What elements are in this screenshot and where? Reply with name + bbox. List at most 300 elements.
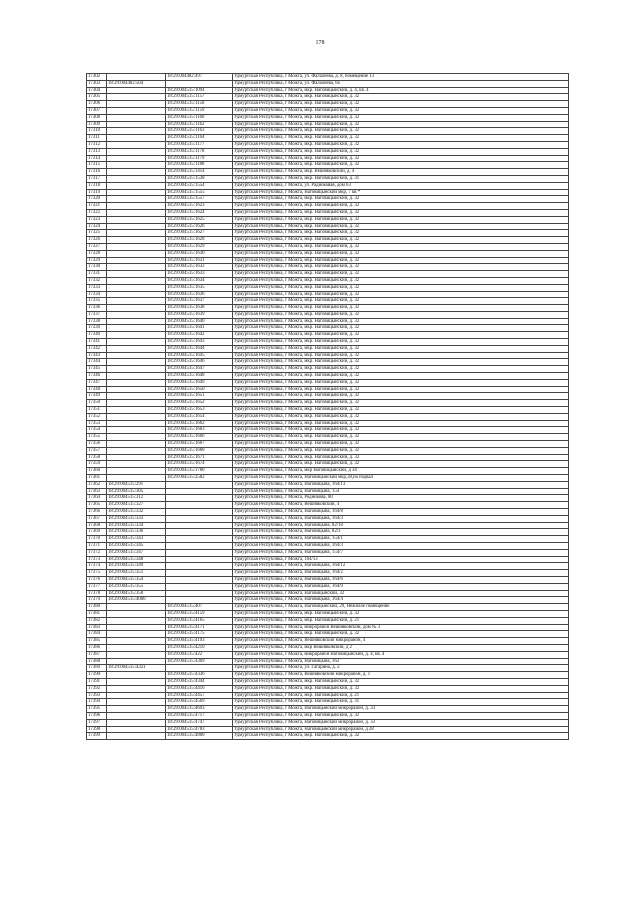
object-cadastral-number-cell: 18:29:004515:1641 [166, 325, 233, 332]
land-cadastral-number-cell [107, 271, 166, 278]
object-cadastral-number-cell: 18:29:004515:1650 [166, 386, 233, 393]
land-cadastral-number-cell [107, 345, 166, 352]
row-number-cell: 17335 [87, 298, 107, 305]
land-cadastral-number-cell [107, 672, 166, 679]
row-number-cell: 17328 [87, 250, 107, 257]
table-row [87, 624, 569, 631]
address-cell: Удмуртская Республика, г Можга, мкр. Наговицынский, д. 32 [233, 332, 569, 339]
object-cadastral-number-cell: 18:29:004515:1640 [166, 318, 233, 325]
land-cadastral-number-cell [107, 610, 166, 617]
table-row [87, 413, 569, 420]
address-cell: Удмуртская Республика, г Можга, мкр. Наговицынский, д. 32 [233, 359, 569, 366]
row-number-cell: 17390 [87, 672, 107, 679]
land-cadastral-number-cell [107, 373, 166, 380]
object-cadastral-number-cell [166, 481, 233, 488]
land-cadastral-number-cell [107, 692, 166, 699]
table-row [87, 481, 569, 488]
row-number-cell: 17389 [87, 665, 107, 672]
object-cadastral-number-cell: 18:29:004515:4457 [166, 692, 233, 699]
address-cell: Удмуртская Республика, г Можга, мкр. Наговицынский, д. 31 [233, 699, 569, 706]
object-cadastral-number-cell [166, 509, 233, 516]
row-number-cell: 17303 [87, 80, 107, 87]
row-number-cell: 17331 [87, 271, 107, 278]
address-cell: Удмуртская Республика, г Можга, Наговицына, 162 [233, 658, 569, 665]
table-row [87, 216, 569, 223]
land-cadastral-number-cell [107, 339, 166, 346]
land-cadastral-number-cell [107, 352, 166, 359]
land-cadastral-number-cell [107, 87, 166, 94]
object-cadastral-number-cell: 18:29:004515:1653 [166, 407, 233, 414]
table-row [87, 706, 569, 713]
land-cadastral-number-cell [107, 733, 166, 740]
object-cadastral-number-cell [166, 576, 233, 583]
object-cadastral-number-cell: 18:29:004515:1162 [166, 121, 233, 128]
address-cell: Удмуртская Республика, г Можга, Вешняковский микрорайон, д. 1 [233, 672, 569, 679]
address-cell: Удмуртская Республика, г Можга, мкр. Наговицынский, д. 32 [233, 209, 569, 216]
row-number-cell: 17394 [87, 699, 107, 706]
address-cell: Удмуртская Республика, г Можга, мкр. Наговицынский, д. 32 [233, 610, 569, 617]
object-cadastral-number-cell: 18:29:004515:4159 [166, 610, 233, 617]
table-row [87, 291, 569, 298]
land-cadastral-number-cell: 18:29:004515:349 [107, 563, 166, 570]
table-row [87, 699, 569, 706]
address-cell: Удмуртская Республика, г Можга, мкр. Наговицынский, д. 32 [233, 284, 569, 291]
table-row [87, 454, 569, 461]
row-number-cell: 17367 [87, 515, 107, 522]
land-cadastral-number-cell [107, 101, 166, 108]
land-cadastral-number-cell [107, 712, 166, 719]
table-row [87, 257, 569, 264]
land-cadastral-number-cell [107, 135, 166, 142]
object-cadastral-number-cell: 18:29:004515:4747 [166, 719, 233, 726]
table-row [87, 447, 569, 454]
land-cadastral-number-cell [107, 454, 166, 461]
object-cadastral-number-cell: 18:29:004515:1633 [166, 271, 233, 278]
address-cell: Удмуртская Республика, г Можга, мкр. Наговицынский, д. 32 [233, 230, 569, 237]
row-number-cell: 17377 [87, 583, 107, 590]
row-number-cell: 17382 [87, 617, 107, 624]
object-cadastral-number-cell: 18:29:004515:1780 [166, 468, 233, 475]
object-cadastral-number-cell: 18:29:004515:1159 [166, 107, 233, 114]
land-cadastral-number-cell: 18:29:004515:332 [107, 509, 166, 516]
address-cell: Удмуртская Республика, г Можга, ул. Радиоковая, дом 63 [233, 182, 569, 189]
table-row [87, 94, 569, 101]
row-number-cell: 17313 [87, 148, 107, 155]
table-row [87, 590, 569, 597]
row-number-cell: 17399 [87, 733, 107, 740]
address-cell: Удмуртская Республика, г Можга, Наговицына, 164/4 [233, 597, 569, 604]
address-cell: Удмуртская Республика, г Можга, мкр. Наговицынский, д. 21 [233, 617, 569, 624]
object-cadastral-number-cell: 18:29:004515:1554 [166, 182, 233, 189]
object-cadastral-number-cell: 18:29:004515:1649 [166, 379, 233, 386]
row-number-cell: 17318 [87, 182, 107, 189]
object-cadastral-number-cell [166, 583, 233, 590]
row-number-cell: 17310 [87, 128, 107, 135]
land-cadastral-number-cell: 18:29:004515:345 [107, 542, 166, 549]
row-number-cell: 17395 [87, 706, 107, 713]
object-cadastral-number-cell: 18:29:004515:1158 [166, 101, 233, 108]
object-cadastral-number-cell: 18:29:004515:1634 [166, 277, 233, 284]
address-cell: Удмуртская Республика, г Можга, мкр. Наговицынский, д. 32 [233, 94, 569, 101]
table-row [87, 243, 569, 250]
address-cell: Удмуртская Республика, г Можга, Наговицынский микрорайон, д. 33 [233, 719, 569, 726]
row-number-cell: 17363 [87, 488, 107, 495]
object-cadastral-number-cell [166, 549, 233, 556]
address-cell: Удмуртская Республика, г Можга, мкр. Наговицынский, д. 32 [233, 107, 569, 114]
address-cell: Удмуртская Республика, г Можга, ул. Гагарина, д. 2 [233, 665, 569, 672]
land-cadastral-number-cell [107, 257, 166, 264]
address-cell: Удмуртская Республика, г Можга, мкр Наговицынский, д 34 [233, 468, 569, 475]
object-cadastral-number-cell: 18:29:004515:2582 [166, 475, 233, 482]
row-number-cell: 17336 [87, 305, 107, 312]
row-number-cell: 17384 [87, 631, 107, 638]
address-cell: Удмуртская Республика, г Можга, Наговицынский мкр,38,на подвал [233, 475, 569, 482]
object-cadastral-number-cell [166, 590, 233, 597]
row-number-cell: 17354 [87, 427, 107, 434]
row-number-cell: 17302 [87, 74, 107, 81]
land-cadastral-number-cell [107, 407, 166, 414]
row-number-cell: 17322 [87, 209, 107, 216]
object-cadastral-number-cell [166, 597, 233, 604]
land-cadastral-number-cell: 18:29:004515:347 [107, 549, 166, 556]
object-cadastral-number-cell: 18:29:004515:1671 [166, 454, 233, 461]
address-cell: Удмуртская Республика, г Можга, мкр. Наговицынский, д. 32 [233, 420, 569, 427]
row-number-cell: 17381 [87, 610, 107, 617]
land-cadastral-number-cell [107, 359, 166, 366]
land-cadastral-number-cell: 18:29:004515:4000 [107, 597, 166, 604]
row-number-cell: 17326 [87, 237, 107, 244]
address-cell: Удмуртская Республика, г Можга, мкр. Наговицынский, д. 32 [233, 413, 569, 420]
table-row [87, 135, 569, 142]
object-cadastral-number-cell [166, 563, 233, 570]
address-cell: Удмуртская Республика, г Можга, мкр. Наговицынский, д. 32 [233, 366, 569, 373]
land-cadastral-number-cell [107, 203, 166, 210]
row-number-cell: 17362 [87, 481, 107, 488]
table-row [87, 230, 569, 237]
address-cell: Удмуртская Республика, г Можга, мкр. Наговицынский, д. 32 [233, 447, 569, 454]
table-row [87, 182, 569, 189]
row-number-cell: 17365 [87, 502, 107, 509]
land-cadastral-number-cell [107, 332, 166, 339]
address-cell: Удмуртская Республика, г Можга, мкр. Наговицынский, д. 32 [233, 407, 569, 414]
land-cadastral-number-cell [107, 237, 166, 244]
land-cadastral-number-cell [107, 189, 166, 196]
address-cell: Удмуртская Республика, г Можга, микрорайон Наговицынский, д. 4, кв. 4 [233, 651, 569, 658]
table-row [87, 488, 569, 495]
object-cadastral-number-cell: 18:29:004515:1654 [166, 413, 233, 420]
address-cell: Удмуртская Республика, г Можга, микрорайон Вешняковский, дом № 3 [233, 624, 569, 631]
address-cell: Удмуртская Республика, г Можга, Наговицына, 154/7 [233, 549, 569, 556]
row-number-cell: 17391 [87, 678, 107, 685]
table-row [87, 427, 569, 434]
row-number-cell: 17319 [87, 189, 107, 196]
land-cadastral-number-cell: 18:29:004515:4321 [107, 665, 166, 672]
object-cadastral-number-cell [166, 529, 233, 536]
land-cadastral-number-cell [107, 366, 166, 373]
row-number-cell: 17397 [87, 719, 107, 726]
table-row [87, 162, 569, 169]
land-cadastral-number-cell [107, 209, 166, 216]
row-number-cell: 17370 [87, 536, 107, 543]
table-row [87, 169, 569, 176]
table-row [87, 141, 569, 148]
land-cadastral-number-cell: 18:29:004482:504 [107, 80, 166, 87]
land-cadastral-number-cell: 18:29:004515:348 [107, 556, 166, 563]
row-number-cell: 17307 [87, 107, 107, 114]
address-cell: Удмуртская Республика, г Можга, мкр. Наговицынский, д. 32 [233, 196, 569, 203]
table-row [87, 101, 569, 108]
object-cadastral-number-cell: 18:29:004515:4416 [166, 685, 233, 692]
land-cadastral-number-cell [107, 447, 166, 454]
table-row [87, 74, 569, 81]
object-cadastral-number-cell: 18:29:004515:1648 [166, 373, 233, 380]
row-number-cell: 17304 [87, 87, 107, 94]
object-cadastral-number-cell [166, 488, 233, 495]
address-cell: Удмуртская Республика, г Можга, мкр. Наговицынский, д. 32 [233, 373, 569, 380]
address-cell: Удмуртская Республика, г Можга, мкр. Наговицынский, д. 32 [233, 162, 569, 169]
land-cadastral-number-cell: 18:29:004515:343 [107, 536, 166, 543]
row-number-cell: 17309 [87, 121, 107, 128]
table-row [87, 80, 569, 87]
land-cadastral-number-cell [107, 175, 166, 182]
table-row [87, 529, 569, 536]
object-cadastral-number-cell: 18:29:004515:1538 [166, 175, 233, 182]
address-cell: Удмуртская Республика, г Можга, мкр. Наговицынский, д. 32 [233, 257, 569, 264]
land-cadastral-number-cell [107, 318, 166, 325]
land-cadastral-number-cell [107, 631, 166, 638]
table-row [87, 542, 569, 549]
object-cadastral-number-cell: 18:29:004515:1647 [166, 366, 233, 373]
table-row [87, 597, 569, 604]
address-cell: Удмуртская Республика, г Можга, мкр. Наговицынский, д. 32 [233, 203, 569, 210]
land-cadastral-number-cell: 18:29:004515:333 [107, 515, 166, 522]
row-number-cell: 17355 [87, 434, 107, 441]
land-cadastral-number-cell: 18:29:004515:291 [107, 481, 166, 488]
address-cell: Удмуртская Республика, г Можга, Наговицына, 164/8 [233, 509, 569, 516]
land-cadastral-number-cell [107, 393, 166, 400]
row-number-cell: 17338 [87, 318, 107, 325]
address-cell: Удмуртская Республика, г Можга, Наговицына, 164/9 [233, 583, 569, 590]
row-number-cell: 17347 [87, 379, 107, 386]
object-cadastral-number-cell: 18:29:004515:4171 [166, 624, 233, 631]
object-cadastral-number-cell [166, 502, 233, 509]
table-row [87, 563, 569, 570]
address-cell: Удмуртская Республика, г Можга, Наговицына, 164/3 [233, 542, 569, 549]
row-number-cell: 17308 [87, 114, 107, 121]
table-row [87, 277, 569, 284]
table-row [87, 305, 569, 312]
row-number-cell: 17371 [87, 542, 107, 549]
row-number-cell: 17374 [87, 563, 107, 570]
object-cadastral-number-cell: 18:29:004515:4783 [166, 726, 233, 733]
address-cell: Удмуртская Республика, г Можга, мкр. Наговицынский, д. 21 [233, 692, 569, 699]
address-cell: Удмуртская Республика, г Можга, мкр. Наговицынский, д. 32 [233, 712, 569, 719]
table-row [87, 366, 569, 373]
table-row [87, 148, 569, 155]
object-cadastral-number-cell: 18:29:004515:1642 [166, 332, 233, 339]
row-number-cell: 17324 [87, 223, 107, 230]
table-row [87, 237, 569, 244]
address-cell: Удмуртская Республика, г Можга, мкр. Наговицынский, д. 32 [233, 454, 569, 461]
row-number-cell: 17358 [87, 454, 107, 461]
address-cell: Удмуртская Республика, г Можга, мкр. Наговицынский, д. 32 [233, 379, 569, 386]
land-cadastral-number-cell: 18:29:004515:336 [107, 529, 166, 536]
table-row [87, 610, 569, 617]
land-cadastral-number-cell [107, 638, 166, 645]
row-number-cell: 17342 [87, 345, 107, 352]
row-number-cell: 17387 [87, 651, 107, 658]
table-row [87, 475, 569, 482]
object-cadastral-number-cell: 18:29:004515:1188 [166, 162, 233, 169]
table-row [87, 386, 569, 393]
address-cell: Удмуртская Республика, г Можга, мкр. Наговицынский, д. 32 [233, 339, 569, 346]
table-row [87, 522, 569, 529]
land-cadastral-number-cell [107, 291, 166, 298]
row-number-cell: 17385 [87, 638, 107, 645]
address-cell: Удмуртская Республика, г Можга, мкр. Наговицынский, д. 32 [233, 121, 569, 128]
land-cadastral-number-cell [107, 114, 166, 121]
land-cadastral-number-cell [107, 379, 166, 386]
table-row [87, 733, 569, 740]
address-cell: Удмуртская Республика, г Можга, Наговицынский, 29, Нежилое помещение [233, 604, 569, 611]
table-row [87, 114, 569, 121]
land-cadastral-number-cell [107, 155, 166, 162]
object-cadastral-number-cell: 18:29:004515:4210 [166, 644, 233, 651]
land-cadastral-number-cell [107, 644, 166, 651]
land-cadastral-number-cell [107, 107, 166, 114]
land-cadastral-number-cell [107, 468, 166, 475]
address-cell: Удмуртская Республика, г Можга, Наговицынский мкр, 7 кв * [233, 189, 569, 196]
address-cell: Удмуртская Республика, г Можга, Вешняковский, 4 [233, 502, 569, 509]
address-cell: Удмуртская Республика, г Можга, Наговицына, 164/3 [233, 515, 569, 522]
land-cadastral-number-cell [107, 148, 166, 155]
land-cadastral-number-cell [107, 305, 166, 312]
row-number-cell: 17325 [87, 230, 107, 237]
object-cadastral-number-cell: 18:29:004482:497 [166, 74, 233, 81]
address-cell: Удмуртская Республика, г Можга, мкр. Наговицынский, д. 32 [233, 101, 569, 108]
object-cadastral-number-cell: 18:29:004515:4309 [166, 658, 233, 665]
row-number-cell: 17375 [87, 570, 107, 577]
land-cadastral-number-cell [107, 325, 166, 332]
table-row [87, 345, 569, 352]
address-cell: Удмуртская Республика, г Можга, мкр. Наговицынский, д. 32 [233, 298, 569, 305]
address-cell: Удмуртская Республика, г Можга, мкр. Наговицынский, д. 32 [233, 325, 569, 332]
row-number-cell: 17372 [87, 549, 107, 556]
table-row [87, 685, 569, 692]
land-cadastral-number-cell [107, 678, 166, 685]
land-cadastral-number-cell: 18:29:004515:351 [107, 570, 166, 577]
row-number-cell: 17392 [87, 685, 107, 692]
table-row [87, 121, 569, 128]
table-row [87, 420, 569, 427]
row-number-cell: 17333 [87, 284, 107, 291]
object-cadastral-number-cell [166, 556, 233, 563]
table-row [87, 678, 569, 685]
row-number-cell: 17341 [87, 339, 107, 346]
table-row [87, 87, 569, 94]
row-number-cell: 17339 [87, 325, 107, 332]
row-number-cell: 17349 [87, 393, 107, 400]
land-cadastral-number-cell [107, 624, 166, 631]
land-cadastral-number-cell [107, 726, 166, 733]
object-cadastral-number-cell: 18:29:004515:1662 [166, 420, 233, 427]
table-row [87, 583, 569, 590]
land-cadastral-number-cell: 18:29:004515:358 [107, 590, 166, 597]
land-cadastral-number-cell [107, 182, 166, 189]
land-cadastral-number-cell [107, 461, 166, 468]
address-cell: Удмуртская Республика, г Можга, Наговицынский, 32 [233, 590, 569, 597]
address-cell: Удмуртская Республика, г Можга, мкр. Наговицынский, д. 32 [233, 264, 569, 271]
object-cadastral-number-cell: 18:29:004515:1643 [166, 339, 233, 346]
row-number-cell: 17332 [87, 277, 107, 284]
object-cadastral-number-cell: 18:29:004515:1632 [166, 264, 233, 271]
object-cadastral-number-cell: 18:29:004515:1645 [166, 352, 233, 359]
land-cadastral-number-cell [107, 243, 166, 250]
object-cadastral-number-cell: 18:29:004515:1636 [166, 291, 233, 298]
table-row [87, 352, 569, 359]
row-number-cell: 17314 [87, 155, 107, 162]
table-row [87, 332, 569, 339]
table-row [87, 509, 569, 516]
table-row [87, 339, 569, 346]
row-number-cell: 17364 [87, 495, 107, 502]
object-cadastral-number-cell: 18:29:004515:1177 [166, 141, 233, 148]
land-cadastral-number-cell [107, 427, 166, 434]
table-row [87, 203, 569, 210]
table-row [87, 556, 569, 563]
address-cell: Удмуртская Республика, г Можга, Наговицына, 154/1 [233, 536, 569, 543]
table-row [87, 128, 569, 135]
object-cadastral-number-cell: 18:29:004515:1164 [166, 135, 233, 142]
address-cell: Удмуртская Республика, г Можга, Наговицына, 82/3 [233, 529, 569, 536]
row-number-cell: 17327 [87, 243, 107, 250]
object-cadastral-number-cell [166, 515, 233, 522]
object-cadastral-number-cell: 18:29:004515:1646 [166, 359, 233, 366]
table-row [87, 631, 569, 638]
table-row [87, 570, 569, 577]
table-row [87, 672, 569, 679]
row-number-cell: 17393 [87, 692, 107, 699]
land-cadastral-number-cell: 18:29:004515:312 [107, 495, 166, 502]
object-cadastral-number-cell [166, 542, 233, 549]
table-row [87, 604, 569, 611]
object-cadastral-number-cell: 18:29:004515:1637 [166, 298, 233, 305]
row-number-cell: 17378 [87, 590, 107, 597]
address-cell: Удмуртская Республика, г Можга, мкр. Вешняковский, д. 4 [233, 169, 569, 176]
table-row [87, 155, 569, 162]
row-number-cell: 17396 [87, 712, 107, 719]
land-cadastral-number-cell [107, 617, 166, 624]
table-row [87, 461, 569, 468]
land-cadastral-number-cell [107, 141, 166, 148]
row-number-cell: 17321 [87, 203, 107, 210]
table-row [87, 644, 569, 651]
address-cell: Удмуртская Республика, г Можга, мкр. Наговицынский, д. 32 [233, 114, 569, 121]
table-row [87, 359, 569, 366]
table-row [87, 223, 569, 230]
object-cadastral-number-cell: 18:29:004515:1163 [166, 128, 233, 135]
address-cell: Удмуртская Республика, г Можга, мкр. Наговицынский, д. 32 [233, 434, 569, 441]
row-number-cell: 17352 [87, 413, 107, 420]
land-cadastral-number-cell [107, 128, 166, 135]
row-number-cell: 17350 [87, 400, 107, 407]
page-number: 178 [315, 40, 325, 46]
object-cadastral-number-cell: 18:29:004515:1179 [166, 155, 233, 162]
row-number-cell: 17380 [87, 604, 107, 611]
address-cell: Удмуртская Республика, г Можга, мкр. Наговицынский, д. 32 [233, 243, 569, 250]
object-cadastral-number-cell [166, 522, 233, 529]
land-cadastral-number-cell [107, 216, 166, 223]
